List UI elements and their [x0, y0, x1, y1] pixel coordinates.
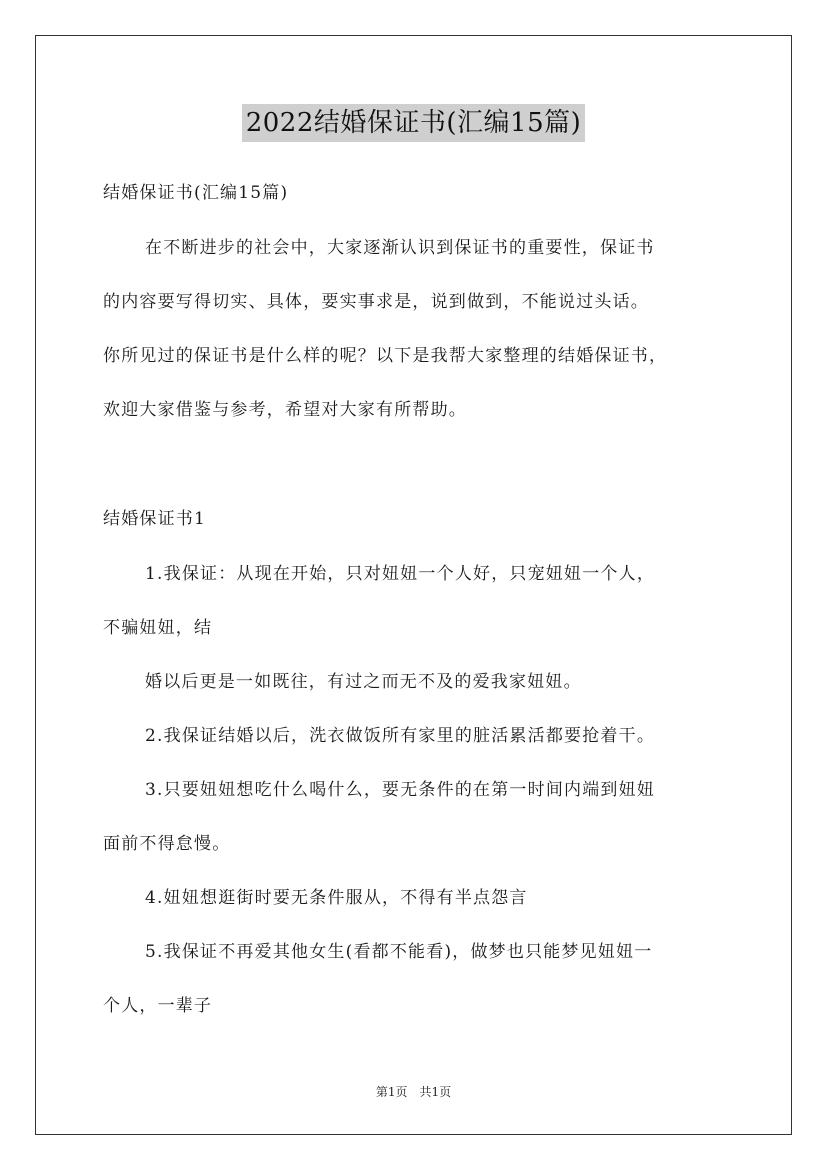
- item-3-line-1: 3.只要妞妞想吃什么喝什么，要无条件的在第一时间内端到妞妞: [145, 780, 656, 800]
- page-number: 第1页 共1页: [375, 1085, 452, 1099]
- item-1-line-1: 1.我保证：从现在开始，只对妞妞一个人好，只宠妞妞一个人，: [145, 564, 656, 584]
- item-4-line-1: 4.妞妞想逛街时要无条件服从，不得有半点怨言: [145, 888, 528, 908]
- title-container: [0, 104, 827, 142]
- intro-paragraph-line-2: 的内容要写得切实、具体，要实事求是，说到做到，不能说过头话。: [103, 292, 649, 312]
- intro-paragraph-line-1: 在不断进步的社会中，大家逐渐认识到保证书的重要性，保证书: [145, 238, 655, 258]
- item-3-line-2: 面前不得怠慢。: [103, 834, 231, 854]
- item-1-line-3: 婚以后更是一如既往，有过之而无不及的爱我家妞妞。: [145, 672, 582, 692]
- item-1-line-2: 不骗妞妞，结: [103, 618, 213, 638]
- item-5-line-1: 5.我保证不再爱其他女生(看都不能看)，做梦也只能梦见妞妞一: [145, 942, 653, 962]
- section-heading: 结婚保证书1: [103, 509, 207, 529]
- subtitle: 结婚保证书(汇编15篇): [103, 183, 289, 203]
- item-2-line-1: 2.我保证结婚以后，洗衣做饭所有家里的脏活累活都要抢着干。: [145, 726, 656, 746]
- item-5-line-2: 个人，一辈子: [103, 996, 213, 1016]
- document-title: 2022结婚保证书(汇编15篇): [242, 104, 586, 142]
- intro-paragraph-line-4: 欢迎大家借鉴与参考，希望对大家有所帮助。: [103, 400, 467, 420]
- intro-paragraph-line-3: 你所见过的保证书是什么样的呢？以下是我帮大家整理的结婚保证书，: [103, 346, 668, 366]
